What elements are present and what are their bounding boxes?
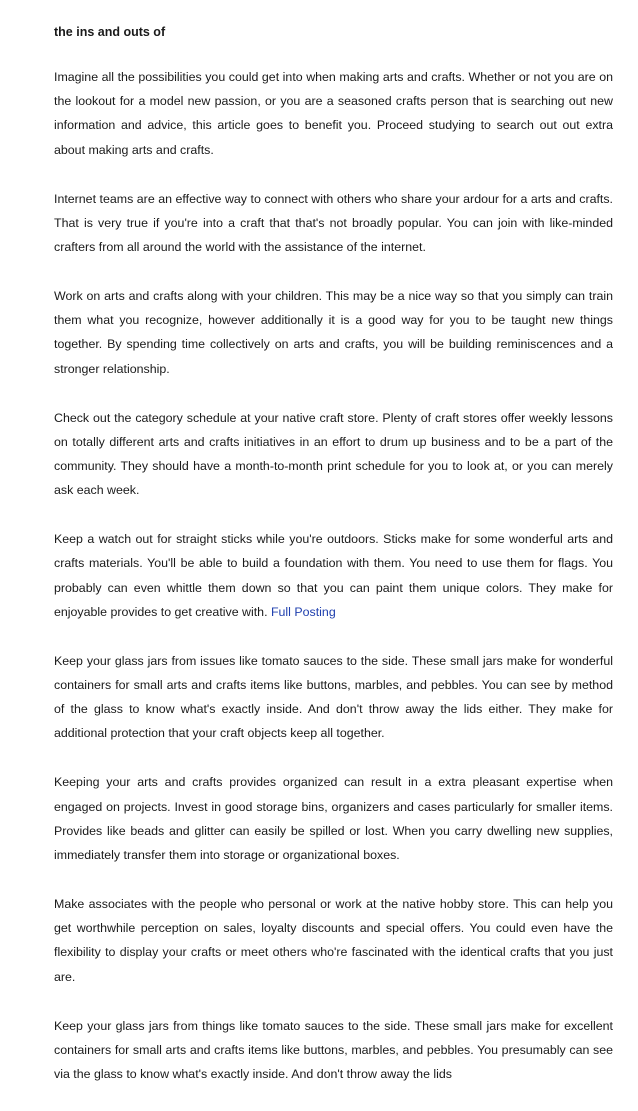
- paragraph-9: Keep your glass jars from things like tomato sauces to the side. These small jars make for excellent containers for small arts and crafts items like buttons, marbles, and pebbles. You presumably can see via the glass to know what's exactly inside. And don't throw away the lids: [54, 1018, 613, 1082]
- document-title: the ins and outs of: [54, 25, 166, 39]
- paragraph-6: Keep your glass jars from issues like tomato sauces to the side. These small jars make for wonderful containers for small arts and crafts items like buttons, marbles, and pebbles. You can see by method of the glass to know what's exactly inside. And don't throw away the lids either. They make for additional protection that your craft objects keep all together.: [54, 653, 613, 741]
- paragraph-8: Make associates with the people who personal or work at the native hobby store. This can help you get worthwhile perception on sales, loyalty discounts and special offers. You could even have the flexibility to display your crafts or meet others who're fascinated with the identical crafts that you just are.: [54, 897, 613, 984]
- paragraph-1: Imagine all the possibilities you could get into when making arts and crafts. Whether or not you are on the lookout for a model new passion, or you are a seasoned crafts person that is searching out new information and advice, this article goes to benefit you. Proceed studying to search out out extra about making arts and crafts.: [54, 70, 613, 157]
- paragraph-3: Work on arts and crafts along with your children. This may be a nice way so that you simply can train them what you recognize, however additionally it is a good way for you to be taught new things together. By spending time collectively on arts and crafts, you will be building reminiscences and a stronger relationship.: [54, 289, 613, 376]
- paragraph-5-text: Keep a watch out for straight sticks while you're outdoors. Sticks make for some wonderful arts and crafts materials. You'll be able to build a foundation with them. You need to use them for flags. You probably can even whittle them down so that you can paint them unique colors. They make for enjoyable provides to get creative with.: [54, 532, 613, 619]
- paragraph-4: Check out the category schedule at your native craft store. Plenty of craft stores offer weekly lessons on totally different arts and crafts initiatives in an effort to drum up business and to be a part of the community. They should have a month-to-month print schedule for you to look at, or you can merely ask each week.: [54, 410, 613, 498]
- paragraph-7: Keeping your arts and crafts provides organized can result in a extra pleasant expertise when engaged on projects. Invest in good storage bins, organizers and cases particularly for smaller items. Provides like beads and glitter can easily be spilled or lost. When you carry dwelling new supplies, immediately transfer them into storage or organizational boxes.: [54, 775, 613, 863]
- full-posting-link[interactable]: Full Posting: [270, 604, 336, 619]
- paragraph-5: [54, 527, 613, 624]
- document-page: [54, 24, 613, 1111]
- paragraph-2: Internet teams are an effective way to connect with others who share your ardour for a arts and crafts. That is very true if you're into a craft that that's not broadly popular. You can join with like-minded crafters from all around the world with the assistance of the internet.: [54, 191, 613, 255]
